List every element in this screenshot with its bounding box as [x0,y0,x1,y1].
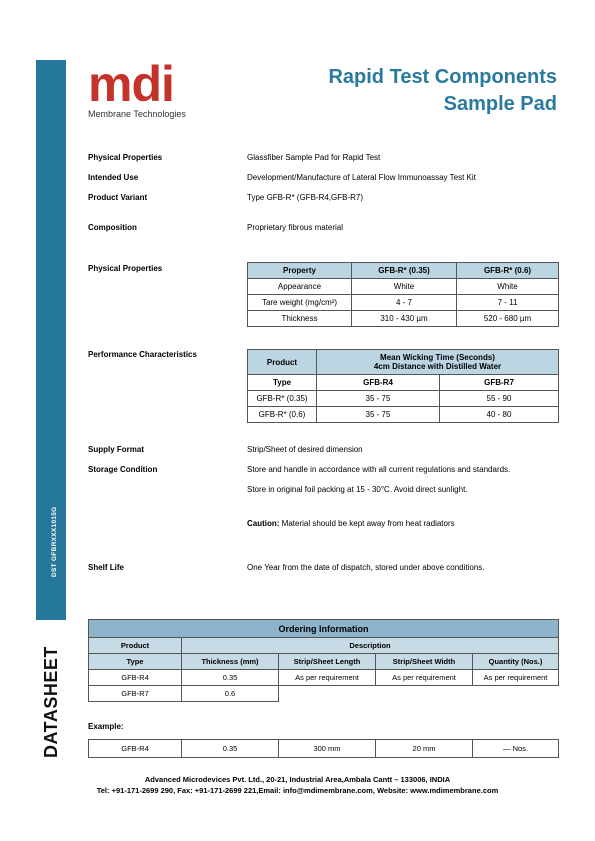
table-cell: — Nos. [473,740,559,758]
table-cell: 35 - 75 [317,391,440,407]
table-header: Thickness (mm) [182,654,279,670]
physical-properties-label: Physical Properties [88,264,163,273]
table-cell: As per requirement [473,670,559,686]
datasheet-label: DATASHEET [41,646,61,758]
table-header: Strip/Sheet Length [279,654,376,670]
ordering-table [88,619,559,702]
example-table [88,739,559,758]
caution-label: Caution: [247,519,280,528]
table-header: Quantity (Nos.) [473,654,559,670]
spec-label-intended-use: Intended Use [88,173,139,182]
wicking-header-line-1: Mean Wicking Time (Seconds) [380,353,495,362]
table-header: Product [248,350,317,375]
logo-subtitle: Membrane Technologies [88,109,186,119]
table-row [248,391,559,407]
empty-cell [376,686,473,702]
title-line-1: Rapid Test Components [328,66,557,88]
logo-wordmark: mdi [88,56,174,112]
table-cell: As per requirement [279,670,376,686]
shelf-life-value: One Year from the date of dispatch, stored under above conditions. [247,563,485,572]
spec-value-composition: Proprietary fibrous material [247,223,344,232]
ordering-title: Ordering Information [89,620,559,638]
table-row [248,407,559,423]
physical-properties-table [247,262,559,327]
table-cell: GFB-R4 [89,740,182,758]
table-cell: 300 mm [279,740,376,758]
table-cell: 4 - 7 [352,295,457,311]
table-cell: 520 - 680 µm [457,311,559,327]
table-cell: GFB-R* (0.6) [248,407,317,423]
table-cell: 0.35 [182,740,279,758]
table-row [248,311,559,327]
table-subheader: Type [248,375,317,391]
empty-cell [473,686,559,702]
performance-label: Performance Characteristics [88,350,197,359]
table-row [248,279,559,295]
spec-label-variant: Product Variant [88,193,148,202]
table-cell: GFB-R7 [89,686,182,702]
spec-value-variant: Type GFB-R* (GFB-R4,GFB-R7) [247,193,364,202]
footer-address: Advanced Microdevices Pvt. Ltd., 20-21, Industrial Area,Ambala Cantt – 133006, INDIA [144,775,451,784]
table-cell: GFB-R* (0.35) [248,391,317,407]
supply-format-value: Strip/Sheet of desired dimension [247,445,363,454]
storage-condition-label: Storage Condition [88,465,158,474]
table-row [89,670,559,686]
table-cell: 55 - 90 [440,391,559,407]
storage-line-1: Store and handle in accordance with all current regulations and standards. [247,465,511,474]
table-row [248,295,559,311]
table-cell: White [457,279,559,295]
table-cell: 40 - 80 [440,407,559,423]
wicking-header-line-2: 4cm Distance with Distilled Water [373,362,502,371]
caution-note [247,519,455,528]
table-cell: Appearance [248,279,352,295]
table-cell: 310 - 430 µm [352,311,457,327]
table-row [89,686,559,702]
title-line-2: Sample Pad [443,93,557,115]
spec-value-intended-use: Development/Manufacture of Lateral Flow Immunoassay Test Kit [247,173,476,182]
table-header: GFB-R* (0.6) [457,263,559,279]
spec-value-physical: Glassfiber Sample Pad for Rapid Test [247,153,381,162]
table-header: Type [89,654,182,670]
table-header: Strip/Sheet Width [376,654,473,670]
table-cell: 20 mm [376,740,473,758]
company-logo [88,56,186,119]
table-subheader: GFB-R7 [440,375,559,391]
page-title [328,64,557,118]
footer-contact: Tel: +91-171-2699 290, Fax: +91-171-2699 221,Email: info@mdimembrane.com, Website: www.mdimembrane.com [96,786,499,795]
table-cell: 7 - 11 [457,295,559,311]
table-header: GFB-R* (0.35) [352,263,457,279]
table-header: Description [182,638,559,654]
spec-label-composition: Composition [88,223,137,232]
wicking-time-header [317,350,559,375]
table-row [89,740,559,758]
table-cell: Tare weight (mg/cm²) [248,295,352,311]
table-header: Product [89,638,182,654]
table-cell: As per requirement [376,670,473,686]
shelf-life-label: Shelf Life [88,563,125,572]
storage-line-2: Store in original foil packing at 15 - 30°C. Avoid direct sunlight. [247,485,468,494]
spec-label-physical: Physical Properties [88,153,163,162]
empty-cell [279,686,376,702]
example-label: Example: [88,722,124,731]
table-cell: 0.6 [182,686,279,702]
supply-format-label: Supply Format [88,445,145,454]
table-cell: Thickness [248,311,352,327]
table-header: Property [248,263,352,279]
table-subheader: GFB-R4 [317,375,440,391]
performance-table [247,349,559,423]
table-cell: 0.35 [182,670,279,686]
table-cell: 35 - 75 [317,407,440,423]
caution-text: Material should be kept away from heat radiators [279,519,455,528]
document-code: DST GFBRXXX1015G [51,506,58,577]
table-cell: GFB-R4 [89,670,182,686]
table-cell: White [352,279,457,295]
